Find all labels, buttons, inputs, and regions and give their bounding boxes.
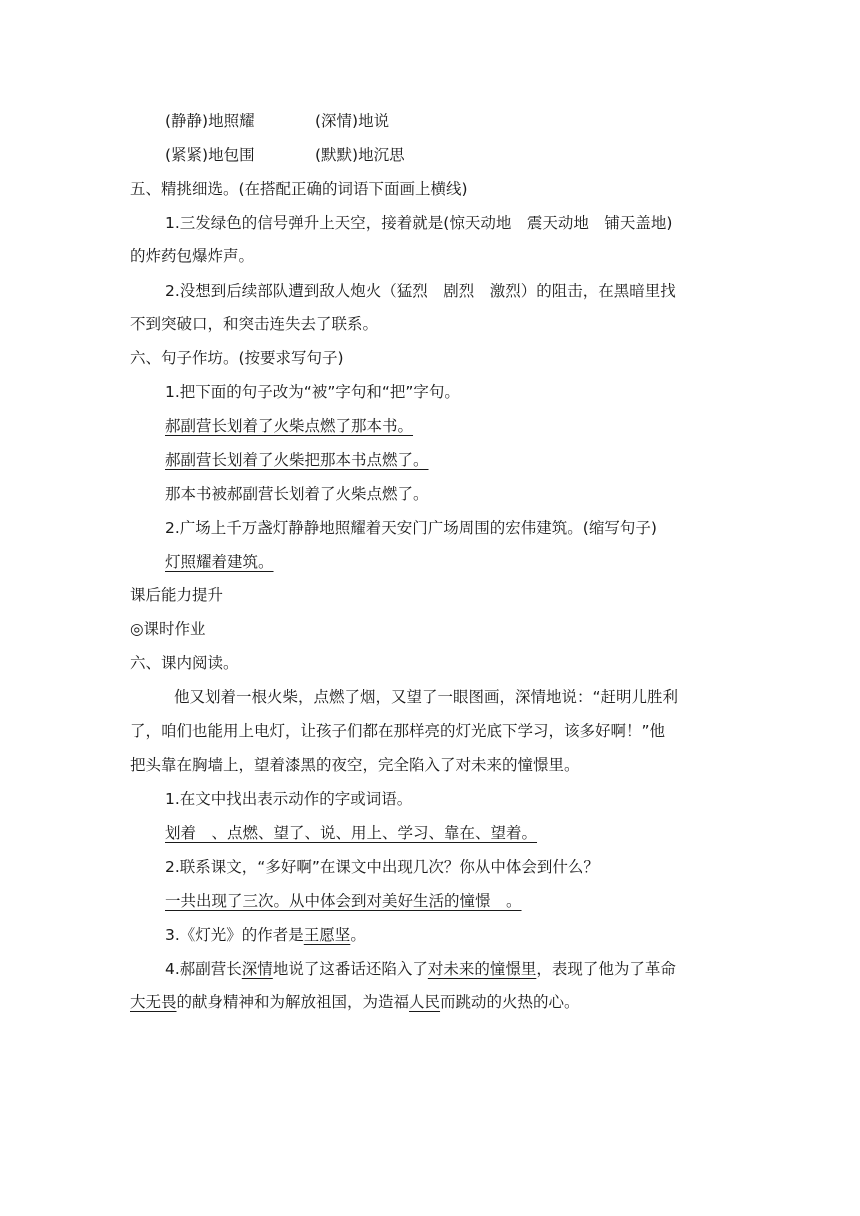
reading-passage-line1: 他又划着一根火柴，点燃了烟，又望了一眼图画，深情地说：“赶明儿胜利: [174, 688, 679, 706]
word-pair-1a: (静静)地照耀: [165, 112, 255, 130]
reading-q4-line1: [165, 958, 676, 980]
reading-q4-blank2: 对未来的憧憬里: [427, 960, 537, 978]
sec5-q2-line1: 2.没想到后续部队遭到敌人炮火（猛烈 剧烈 激烈）的阻击，在黑暗里找: [165, 282, 676, 300]
reading-q4-line2: [130, 991, 580, 1013]
after-class-heading: 课后能力提升: [130, 586, 224, 604]
section6-heading: 六、句子作坊。(按要求写句子): [130, 349, 344, 367]
reading-passage-line2: 了，咱们也能用上电灯，让孩子们都在那样亮的灯光底下学习，该多好啊！”他: [130, 722, 666, 740]
sec6-q1-original: 郝副营长划着了火柴点燃了那本书。: [165, 417, 414, 435]
reading-q4-part3: ，表现了他为了革命: [536, 960, 676, 978]
reading-q4-part2: 地说了这番话还陷入了: [272, 960, 428, 978]
reading-q4-part1: 4.郝副营长: [165, 960, 242, 978]
reading-q2: 2.联系课文，“多好啊”在课文中出现几次？你从中体会到什么？: [165, 858, 599, 876]
reading-q4-blank3: 大无畏: [130, 993, 177, 1011]
reading-passage-line3: 把头靠在胸墙上，望着漆黑的夜空，完全陷入了对未来的憧憬里。: [130, 756, 580, 774]
homework-heading: ◎课时作业: [130, 620, 206, 638]
reading-q3-blank: 王愿坚: [303, 926, 351, 944]
reading-q1-answer: 划着 、点燃、望了、说、用上、学习、靠在、望着。: [165, 824, 538, 842]
reading-q3-prefix: 3.《灯光》的作者是: [165, 926, 304, 944]
reading-q3-suffix: 。: [350, 926, 366, 944]
sec5-q1-line1: 1.三发绿色的信号弹升上天空，接着就是(惊天动地 震天动地 铺天盖地): [165, 214, 673, 232]
reading-q3: [165, 924, 366, 946]
sec6-q2: 2.广场上千万盏灯静静地照耀着天安门广场周围的宏伟建筑。(缩写句子): [165, 519, 657, 537]
reading-q4-part5: 而跳动的火热的心。: [440, 993, 580, 1011]
reading-q1: 1.在文中找出表示动作的字或词语。: [165, 790, 413, 808]
reading-q2-answer: 一共出现了三次。从中体会到对美好生活的憧憬 。: [165, 892, 522, 910]
reading-q4-part4: 的献身精神和为解放祖国，为造福: [176, 993, 410, 1011]
word-pair-2b: (默默)地沉思: [315, 146, 405, 164]
sec5-q2-line2: 不到突破口，和突击连失去了联系。: [130, 315, 379, 333]
word-pair-2a: (紧紧)地包围: [165, 146, 255, 164]
sec6-q1-ba-sentence: 郝副营长划着了火柴把那本书点燃了。: [165, 451, 429, 469]
sec6-q1: 1.把下面的句子改为“被”字句和“把”字句。: [165, 383, 460, 401]
reading-heading: 六、课内阅读。: [130, 654, 239, 672]
sec6-q2-answer: 灯照耀着建筑。: [165, 553, 274, 571]
sec5-q1-line2: 的炸药包爆炸声。: [130, 247, 255, 265]
reading-q4-blank1: 深情: [241, 960, 273, 978]
word-pair-1b: (深情)地说: [315, 112, 390, 130]
reading-q4-blank4: 人民: [409, 993, 441, 1011]
section5-heading: 五、精挑细选。(在搭配正确的词语下面画上横线): [130, 180, 468, 198]
sec6-q1-bei-sentence: 那本书被郝副营长划着了火柴点燃了。: [165, 485, 429, 503]
